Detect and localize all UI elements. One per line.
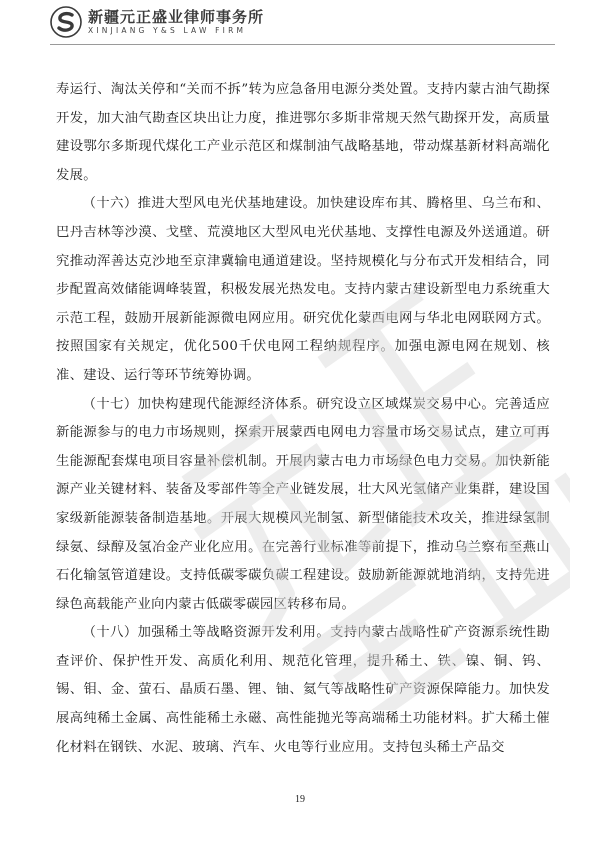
document-body — [56, 76, 550, 762]
paragraph-item-17: （十七）加快构建现代能源经济体系。研究设立区域煤炭交易中心。完善适应新能源参与的电力市场规则，探索开展蒙西电网电力容量市场交易试点，建立可再生能源配套煤电项目容量补偿机制。开展内蒙古电力市场绿色电力交易。加快新能源产业关键材料、装备及零部件等全产业链发展，壮大风光氢储产业集群，建设国家级新能源装备制造基地。开展大规模风光制氢、新型储能技术攻关，推进绿氢制绿氨、绿醇及氢冶金产业化应用。在完善行业标准等前提下，推动乌兰察布至燕山石化输氢管道建设。支持低碳零碳负碳工程建设。鼓励新能源就地消纳，支持先进绿色高载能产业向内蒙古低碳零碳园区转移布局。 — [56, 396, 550, 612]
paragraph-continuation: 寿运行、淘汰关停和“关而不拆”转为应急备用电源分类处置。支持内蒙古油气勘探开发，加大油气勘查区块出让力度，推进鄂尔多斯非常规天然气勘探开发，高质量建设鄂尔多斯现代煤化工产业示范区和煤制油气战略基地，带动煤基新材料高端化发展。 — [56, 82, 550, 183]
paragraph-item-18: （十八）加强稀土等战略资源开发利用。支持内蒙古战略性矿产资源系统性勘查评价、保护性开发、高质化利用、规范化管理，提升稀土、铁、镍、铜、钨、锡、钼、金、萤石、晶质石墨、锂、铀、氦气等战略性矿产资源保障能力。加快发展高纯稀土金属、高性能稀土永磁、高性能抛光等高端稀土功能材料。扩大稀土催化材料在钢铁、水泥、玻璃、汽车、火电等行业应用。支持包头稀土产品交 — [56, 625, 550, 755]
page-header — [0, 0, 600, 50]
paragraph-item-16: （十六）推进大型风电光伏基地建设。加快建设库布其、腾格里、乌兰布和、巴丹吉林等沙漠、戈壁、荒漠地区大型风电光伏基地、支撑性电源及外送通道。研究推动浑善达克沙地至京津冀输电通道建设。坚持规模化与分布式开发相结合，同步配置高效储能调峰装置，积极发展光热发电。支持内蒙古建设新型电力系统重大示范工程，鼓励开展新能源微电网应用。研究优化蒙西电网与华北电网联网方式。按照国家有关规定，优化500千伏电网工程纳规程序。加强电源电网在规划、核准、建设、运行等环节统筹协调。 — [56, 196, 550, 383]
header-divider — [50, 44, 555, 45]
page-number: 19 — [295, 794, 305, 805]
firm-name-english: XINJIANG Y&S LAW FIRM — [88, 26, 247, 35]
firm-logo-icon — [50, 6, 82, 38]
firm-name: 新疆元正盛业律师事务所 — [88, 8, 265, 26]
